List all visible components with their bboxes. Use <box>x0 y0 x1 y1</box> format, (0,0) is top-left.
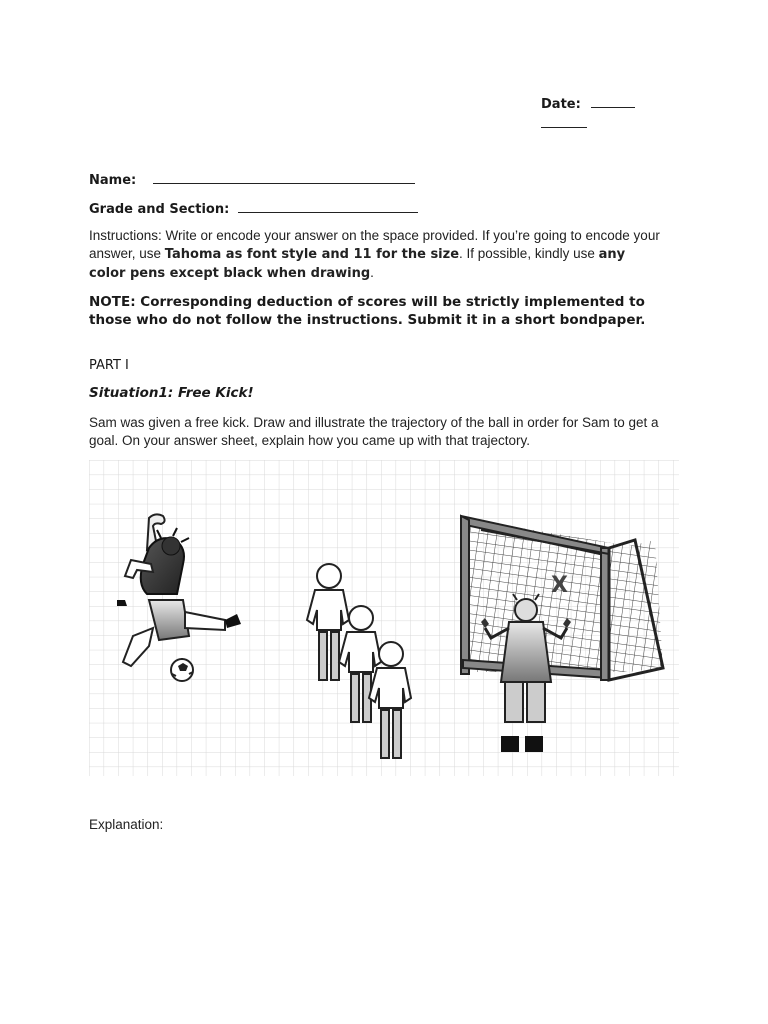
grade-label: Grade and Section: <box>89 202 230 217</box>
explanation-label: Explanation: <box>89 817 164 832</box>
grade-field <box>89 199 418 217</box>
date-label: Date: <box>541 97 581 112</box>
note-paragraph: NOTE: Corresponding deduction of scores will be strictly implemented to those who do not follow the instructions. Submit it in a short bondpaper. <box>89 294 646 328</box>
goal-net <box>461 516 663 680</box>
soccer-ball-icon <box>171 658 193 681</box>
instructions-text-3: . <box>370 265 374 280</box>
name-blank[interactable] <box>153 170 415 184</box>
name-label: Name: <box>89 173 137 188</box>
date-field <box>541 94 635 112</box>
instructions-bold-1: Tahoma as font style and 11 for the size <box>164 247 460 262</box>
target-mark: X <box>551 573 568 598</box>
situation-title: Situation1: Free Kick! <box>89 385 254 401</box>
date-blank-2[interactable] <box>541 114 587 128</box>
instructions-bold-2: any color pens except black when drawing <box>89 247 626 281</box>
name-field <box>89 170 415 188</box>
grade-blank[interactable] <box>238 199 418 213</box>
instructions-paragraph <box>89 227 661 283</box>
illustration-svg <box>89 460 679 776</box>
part-heading: PART I <box>89 358 129 373</box>
illustration-grid[interactable] <box>89 460 679 776</box>
situation-text: Sam was given a free kick. Draw and illustrate the trajectory of the ball in order for Sam to get a goal. On your answer sheet, explain how you came up with that trajectory. <box>89 415 659 448</box>
instructions-text-1: Instructions: Write or encode your answer on the space provided. If you’re going to encode your answer, use <box>89 228 660 261</box>
instructions-text-2: . If possible, kindly use <box>459 246 599 261</box>
date-blank-1[interactable] <box>591 94 635 108</box>
